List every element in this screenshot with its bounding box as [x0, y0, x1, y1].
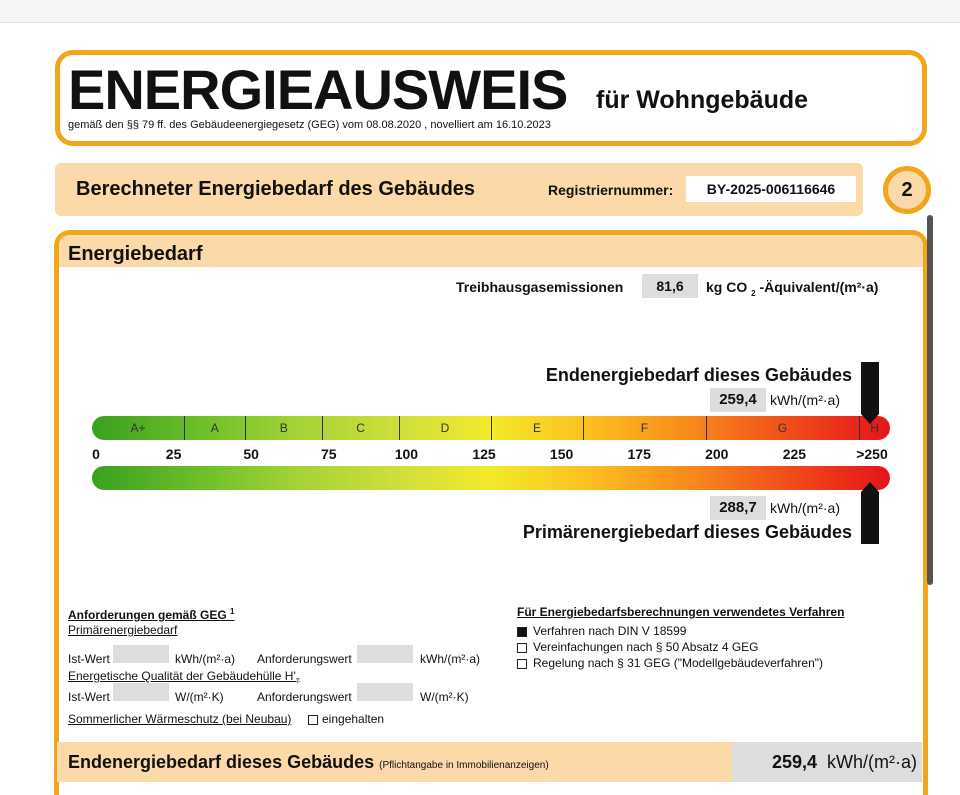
requirements-footnote: 1	[230, 607, 235, 616]
primary-ist-label: Ist-Wert	[68, 652, 110, 666]
primary-ist-field	[113, 645, 169, 663]
scale-tick-label: 0	[92, 446, 100, 462]
procedure-item-model: Regelung nach § 31 GEG ("Modellgebäudeverfahren")	[533, 656, 824, 670]
registration-number: BY-2025-006116646	[686, 176, 856, 202]
envelope-heading-sub: T	[295, 678, 301, 686]
energy-class-label: H	[870, 421, 879, 435]
procedure-checkbox-model[interactable]	[517, 659, 527, 669]
primary-energy-unit: kWh/(m²·a)	[770, 500, 840, 516]
procedure-title: Für Energiebedarfsberechnungen verwendetes Verfahren	[517, 605, 845, 619]
energy-class-divider	[491, 416, 492, 440]
scale-tick-label: 25	[165, 446, 182, 462]
energy-class-label: D	[440, 421, 450, 435]
energy-class-label: B	[279, 421, 288, 435]
footer-label-text: Endenergiebedarf dieses Gebäudes	[68, 752, 375, 772]
registration-label: Registriernummer:	[548, 182, 674, 198]
energy-class-divider	[184, 416, 185, 440]
energy-demand-heading: Energiebedarf	[68, 243, 203, 265]
end-energy-marker-icon	[859, 362, 881, 426]
ghg-unit-pre: kg CO	[706, 279, 748, 295]
primary-energy-scale	[92, 466, 890, 490]
ghg-unit	[706, 278, 878, 303]
scale-tick-label: 225	[782, 446, 807, 462]
summer-protection-checkbox[interactable]	[308, 715, 318, 725]
end-energy-unit: kWh/(m²·a)	[770, 392, 840, 408]
scale-tick-label: 175	[627, 446, 651, 462]
envelope-ist-label: Ist-Wert	[68, 690, 110, 704]
scrollbar[interactable]	[927, 215, 933, 585]
envelope-heading	[68, 668, 300, 690]
summer-protection-value: eingehalten	[322, 712, 385, 726]
primary-demand-heading: Primärenergiebedarf	[68, 623, 178, 637]
energy-class-label: A	[210, 421, 219, 435]
legal-reference: gemäß den §§ 79 ff. des Gebäudeenergiegesetz (GEG) vom 08.08.2020 , novelliert am 16.10.2023	[68, 119, 551, 131]
envelope-ist-unit: W/(m²·K)	[175, 690, 224, 704]
end-energy-label: Endenergiebedarf dieses Gebäudes	[545, 365, 852, 385]
envelope-ist-field	[113, 683, 169, 701]
end-energy-value: 259,4	[710, 388, 766, 412]
energy-class-divider	[583, 416, 584, 440]
ghg-unit-sub: 2	[751, 288, 756, 298]
procedure-item-simplified: Vereinfachungen nach § 50 Absatz 4 GEG	[533, 640, 759, 654]
page-number-badge: 2	[883, 166, 931, 214]
footer-unit: kWh/(m²·a)	[827, 752, 917, 772]
primary-req-field	[357, 645, 413, 663]
energy-class-label: E	[533, 421, 542, 435]
scale-tick-label: >250	[856, 446, 888, 462]
scale-tick-label: 200	[705, 446, 729, 462]
energy-class-divider	[245, 416, 246, 440]
energy-class-divider	[322, 416, 323, 440]
footer-value: 259,4	[771, 752, 817, 772]
requirements-title	[68, 604, 234, 623]
footer-note: (Pflichtangabe in Immobilienanzeigen)	[379, 760, 549, 771]
energy-class-label: C	[356, 421, 365, 435]
ghg-label: Treibhausgasemissionen	[456, 279, 624, 295]
ghg-unit-post: -Äquivalent/(m²·a)	[759, 279, 879, 295]
primary-energy-marker-icon	[859, 480, 881, 544]
envelope-req-field	[357, 683, 413, 701]
primary-req-label: Anforderungswert	[257, 652, 352, 666]
certificate-title: ENERGIEAUSWEIS	[68, 58, 568, 121]
scale-tick-label: 50	[243, 446, 259, 462]
footer-label	[68, 751, 549, 777]
scale-tick-label: 100	[394, 446, 419, 462]
procedure-item-din: Verfahren nach DIN V 18599	[533, 624, 687, 638]
summer-protection-label: Sommerlicher Wärmeschutz (bei Neubau)	[68, 712, 292, 726]
browser-top-strip	[0, 0, 960, 23]
footer-value-box	[732, 742, 922, 782]
scale-tick-label: 125	[472, 446, 496, 462]
envelope-req-unit: W/(m²·K)	[420, 690, 469, 704]
ghg-value: 81,6	[642, 274, 698, 298]
requirements-title-text: Anforderungen gemäß GEG	[68, 608, 227, 622]
procedure-checkbox-simplified[interactable]	[517, 643, 527, 653]
primary-energy-value: 288,7	[710, 496, 766, 520]
primary-ist-unit: kWh/(m²·a)	[175, 652, 235, 666]
energy-class-label: F	[640, 421, 649, 435]
primary-energy-label: Primärenergiebedarf dieses Gebäudes	[522, 522, 852, 542]
scale-tick-label: 150	[549, 446, 574, 462]
section-title: Berechneter Energiebedarf des Gebäudes	[76, 178, 476, 200]
energy-class-divider	[706, 416, 707, 440]
primary-req-unit: kWh/(m²·a)	[420, 652, 480, 666]
scale-tick-label: 75	[321, 446, 337, 462]
energy-class-label: G	[777, 421, 788, 435]
energy-class-divider	[399, 416, 400, 440]
certificate-subtitle: für Wohngebäude	[596, 86, 809, 114]
procedure-checkbox-din[interactable]	[517, 627, 527, 637]
energy-class-label: A+	[130, 421, 146, 435]
envelope-req-label: Anforderungswert	[257, 690, 352, 704]
envelope-heading-text: Energetische Qualität der Gebäudehülle H'	[68, 669, 296, 683]
